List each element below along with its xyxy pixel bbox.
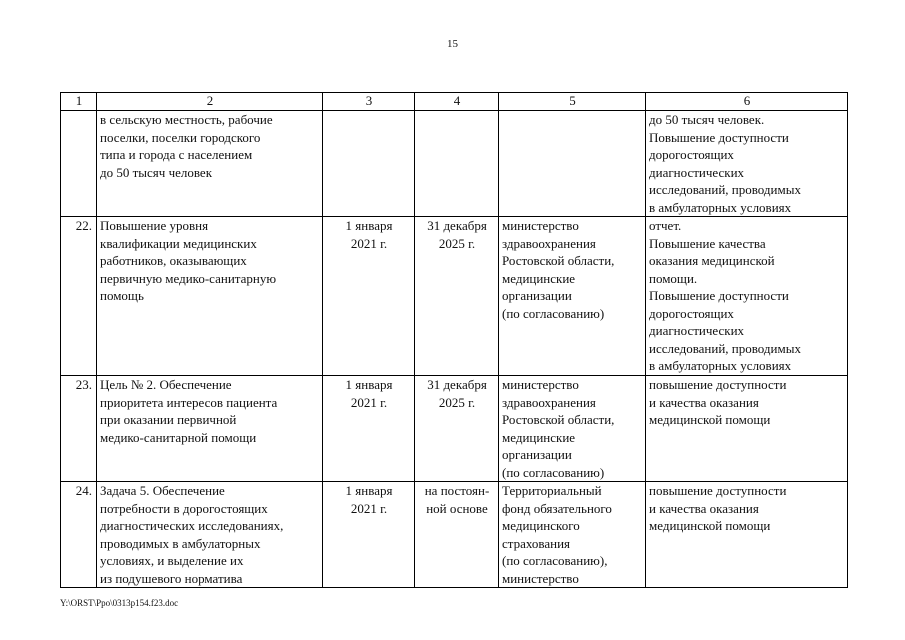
table-row — [61, 376, 848, 482]
task-cell: Повышение уровня квалификации медицинских работников, оказывающих первичную медико-санитарную помощь — [97, 217, 323, 376]
end-date-cell: на постоян- ной основе — [415, 482, 499, 588]
start-date-cell — [323, 111, 415, 217]
task-cell: Цель № 2. Обеспечение приоритета интересов пациента при оказании первичной медико-санитарной помощи — [97, 376, 323, 482]
responsible-cell: министерство здравоохранения Ростовской области, медицинские организации (по согласованию) — [499, 217, 646, 376]
result-cell: отчет. Повышение качества оказания медицинской помощи. Повышение доступности дорогостоящих диагностических исследований, проводимых в амбулаторных условиях — [646, 217, 848, 376]
result-cell: повышение доступности и качества оказания медицинской помощи — [646, 376, 848, 482]
responsible-cell: министерство здравоохранения Ростовской области, медицинские организации (по согласованию) — [499, 376, 646, 482]
column-header: 3 — [323, 93, 415, 111]
table-row — [61, 217, 848, 376]
table-row — [61, 482, 848, 588]
row-number: 24. — [61, 482, 97, 588]
column-header: 1 — [61, 93, 97, 111]
start-date-cell: 1 января 2021 г. — [323, 482, 415, 588]
row-number: 23. — [61, 376, 97, 482]
responsible-cell — [499, 111, 646, 217]
table-row — [61, 111, 848, 217]
table-header-row — [61, 93, 848, 111]
column-header: 4 — [415, 93, 499, 111]
end-date-cell: 31 декабря 2025 г. — [415, 376, 499, 482]
task-cell: Задача 5. Обеспечение потребности в дорогостоящих диагностических исследованиях, проводимых в амбулаторных условиях, и выделение их из подушевого норматива — [97, 482, 323, 588]
page-number: 15 — [447, 38, 458, 50]
end-date-cell — [415, 111, 499, 217]
responsible-cell: Территориальный фонд обязательного медицинского страхования (по согласованию), министерство — [499, 482, 646, 588]
activity-table — [60, 92, 848, 588]
task-cell: в сельскую местность, рабочие поселки, поселки городского типа и города с населением до 50 тысяч человек — [97, 111, 323, 217]
row-number — [61, 111, 97, 217]
column-header: 5 — [499, 93, 646, 111]
column-header: 2 — [97, 93, 323, 111]
file-path-footer: Y:\ORST\Ppo\0313p154.f23.doc — [60, 598, 179, 608]
column-header: 6 — [646, 93, 848, 111]
end-date-cell: 31 декабря 2025 г. — [415, 217, 499, 376]
start-date-cell: 1 января 2021 г. — [323, 217, 415, 376]
result-cell: повышение доступности и качества оказания медицинской помощи — [646, 482, 848, 588]
result-cell: до 50 тысяч человек. Повышение доступности дорогостоящих диагностических исследований, проводимых в амбулаторных условиях — [646, 111, 848, 217]
start-date-cell: 1 января 2021 г. — [323, 376, 415, 482]
row-number: 22. — [61, 217, 97, 376]
